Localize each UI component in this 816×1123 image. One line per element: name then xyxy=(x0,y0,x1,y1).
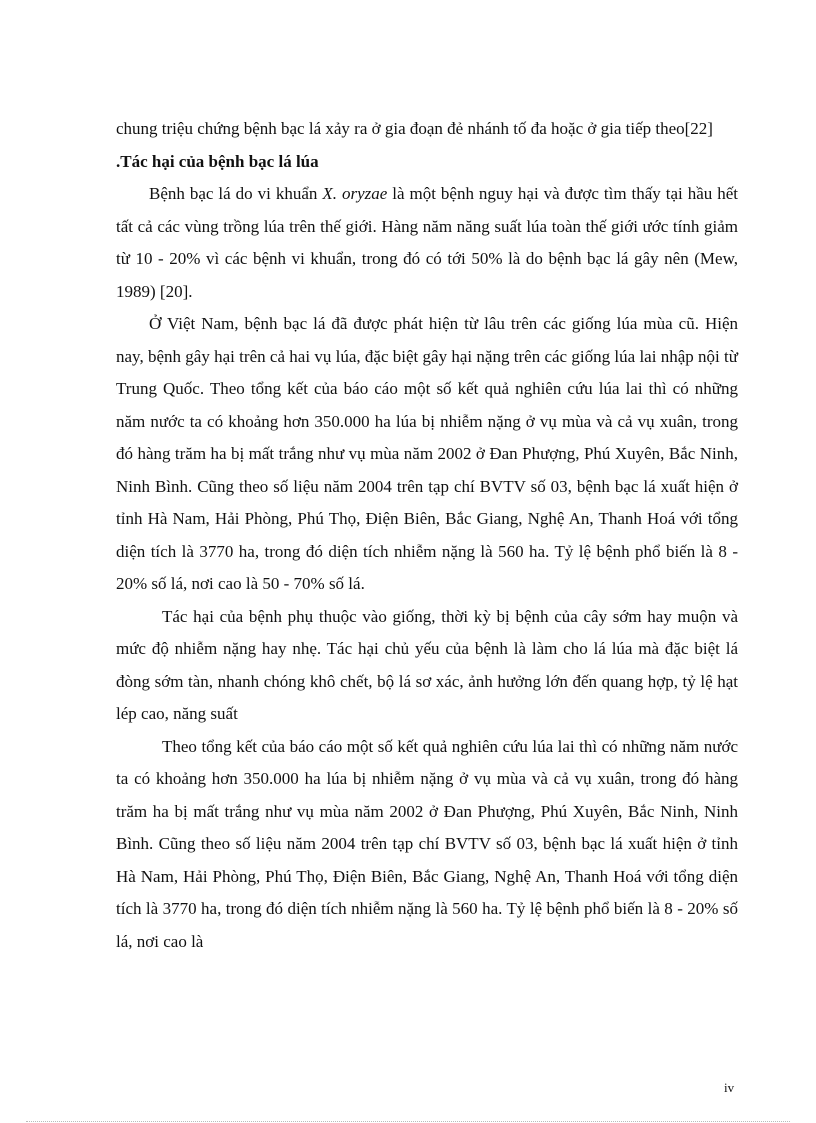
paragraph-4: Theo tổng kết của báo cáo một số kết quả nghiên cứu lúa lai thì có những năm nước ta có khoảng hơn 350.000 ha lúa bị nhiễm nặng ở vụ mùa và cả vụ xuân, trong đó hàng trăm ha bị mất trắng như vụ mùa năm 2002 ở Đan Phượng, Phú Xuyên, Bắc Ninh, Ninh Bình. Cũng theo số liệu năm 2004 trên tạp chí BVTV số 03, bệnh bạc lá xuất hiện ở tỉnh Hà Nam, Hải Phòng, Phú Thọ, Điện Biên, Bắc Giang, Nghệ An, Thanh Hoá với tổng diện tích là 3770 ha, trong đó diện tích nhiễm nặng là 560 ha. Tỷ lệ bệnh phổ biến là 8 - 20% số lá, nơi cao là xyxy=(116,736,738,951)
section-heading: .Tác hại của bệnh bạc lá lúa xyxy=(116,151,319,171)
page-number: iv xyxy=(724,1080,735,1095)
document-body xyxy=(116,113,738,958)
paragraph-1-start: Bệnh bạc lá do vi khuẩn xyxy=(149,184,323,203)
intro-paragraph: chung triệu chứng bệnh bạc lá xảy ra ở gia đoạn đẻ nhánh tố đa hoặc ở gia tiếp theo[22] xyxy=(116,119,713,138)
paragraph-1-rest: là một bệnh nguy hại và được tìm thấy tại hầu hết tất cả các vùng trồng lúa trên thế giới. Hàng năm năng suất lúa toàn thế giới ước tính giảm từ 10 - 20% vì các bệnh vi khuẩn, trong đó có tới 50% là do bệnh bạc lá gây nên (Mew, 1989) [20]. xyxy=(116,184,738,301)
paragraph-2: Ở Việt Nam, bệnh bạc lá đã được phát hiện từ lâu trên các giống lúa mùa cũ. Hiện nay, bệnh gây hại trên cả hai vụ lúa, đặc biệt gây hại nặng trên các giống lúa lai nhập nội từ Trung Quốc. Theo tổng kết của báo cáo một số kết quả nghiên cứu lúa lai thì có những năm nước ta có khoảng hơn 350.000 ha lúa bị nhiễm nặng ở vụ mùa và cả vụ xuân, trong đó hàng trăm ha bị mất trắng như vụ mùa năm 2002 ở Đan Phượng, Phú Xuyên, Bắc Ninh, Ninh Bình. Cũng theo số liệu năm 2004 trên tạp chí BVTV số 03, bệnh bạc lá xuất hiện ở tỉnh Hà Nam, Hải Phòng, Phú Thọ, Điện Biên, Bắc Giang, Nghệ An, Thanh Hoá với tổng diện tích là 3770 ha, trong đó diện tích nhiễm nặng là 560 ha. Tỷ lệ bệnh phổ biến là 8 - 20% số lá, nơi cao là 50 - 70% số lá. xyxy=(116,314,738,593)
paragraph-1 xyxy=(116,178,738,308)
page-bottom-divider xyxy=(26,1121,790,1122)
paragraph-3: Tác hại của bệnh phụ thuộc vào giống, thời kỳ bị bệnh của cây sớm hay muộn và mức độ nhiễm nặng hay nhẹ. Tác hại chủ yếu của bệnh là làm cho lá lúa mà đặc biệt lá đòng sớm tàn, nhanh chóng khô chết, bộ lá sơ xác, ảnh hưởng lớn đến quang hợp, tỷ lệ hạt lép cao, năng suất xyxy=(116,606,738,723)
species-name: X. oryzae xyxy=(322,184,388,203)
